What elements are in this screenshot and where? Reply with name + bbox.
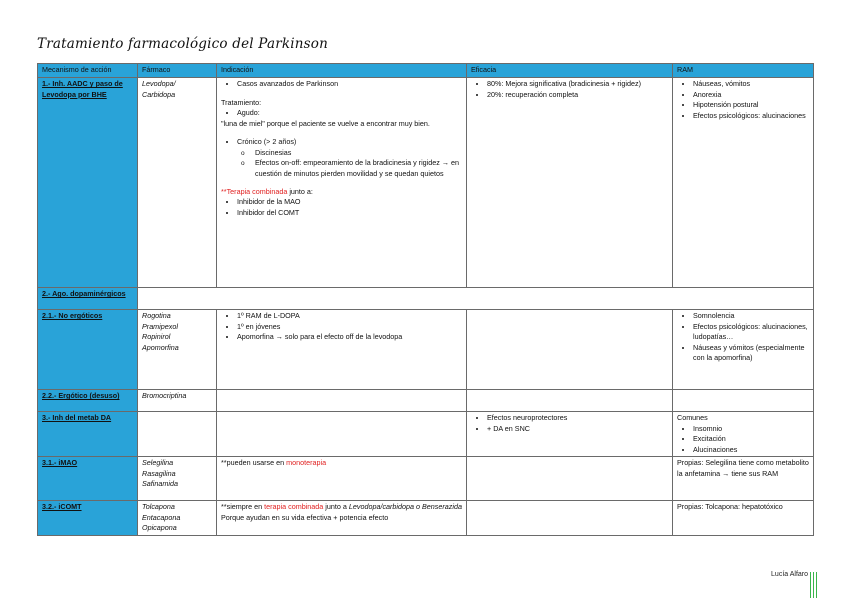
indication-cell bbox=[217, 412, 467, 457]
ram-cell: • Somnolencia • Efectos psicológicos: alucinaciones, ludopatías… • Náuseas y vómitos (especialmente con la apomorfina) bbox=[673, 310, 814, 390]
efficacy-cell bbox=[467, 390, 673, 412]
decorative-bars bbox=[810, 572, 820, 598]
drug-cell: Levodopa/ Carbidopa bbox=[138, 78, 217, 288]
drug-cell bbox=[138, 412, 217, 457]
efficacy-cell bbox=[467, 310, 673, 390]
mechanism-cell: 3.- Inh del metab DA bbox=[38, 412, 138, 457]
indication-cell: • Casos avanzados de Parkinson Tratamiento: • Agudo: "luna de miel" porque el paciente se vuelve a encontrar muy bien. • Crónico (> 2 años) o Discinesias o Efectos on-off: empeoramiento de la bradicinesia y rigidez → en cuestión de minutos pierden movilidad y se quedan quietos **Terapia combinada junto a: • Inhibidor de la MAO • Inhibidor del COMT bbox=[217, 78, 467, 288]
table-row bbox=[38, 390, 814, 412]
drug-cell: Tolcapona Entacapona Opicapona bbox=[138, 501, 217, 535]
table-row bbox=[38, 457, 814, 501]
indication-cell: **pueden usarse en monoterapia bbox=[217, 457, 467, 501]
table-row bbox=[38, 412, 814, 457]
ram-cell: Propias: Tolcapona: hepatotóxico bbox=[673, 501, 814, 535]
table-header-row bbox=[38, 64, 814, 78]
header-farmaco: Fármaco bbox=[138, 64, 217, 78]
indication-cell: • 1º RAM de L-DOPA • 1º en jóvenes • Apomorfina → solo para el efecto off de la levodopa bbox=[217, 310, 467, 390]
mechanism-cell: 3.1.- iMAO bbox=[38, 457, 138, 501]
header-eficacia: Eficacia bbox=[467, 64, 673, 78]
efficacy-cell: • Efectos neuroprotectores • + DA en SNC bbox=[467, 412, 673, 457]
page-title: Tratamiento farmacológico del Parkinson bbox=[37, 36, 329, 52]
header-ram: RAM bbox=[673, 64, 814, 78]
table-row bbox=[38, 288, 814, 310]
table-row bbox=[38, 310, 814, 390]
efficacy-cell bbox=[467, 501, 673, 535]
mechanism-cell: 2.- Ago. dopaminérgicos bbox=[38, 288, 138, 310]
empty-cell bbox=[138, 288, 814, 310]
drug-cell: Selegilina Rasagilina Safinamida bbox=[138, 457, 217, 501]
header-indicacion: Indicación bbox=[217, 64, 467, 78]
ram-cell: • Náuseas, vómitos • Anorexia • Hipotensión postural • Efectos psicológicos: alucinaciones bbox=[673, 78, 814, 288]
ram-cell: Propias: Selegilina tiene como metabolito la anfetamina → tiene sus RAM bbox=[673, 457, 814, 501]
indication-cell: **siempre en terapia combinada junto a Levodopa/carbidopa o Benserazida Porque ayudan en su vida efectiva + potencia efecto bbox=[217, 501, 467, 535]
efficacy-cell bbox=[467, 457, 673, 501]
mechanism-cell: 2.1.- No ergóticos bbox=[38, 310, 138, 390]
treatment-table bbox=[37, 63, 814, 536]
mechanism-cell: 1.- Inh. AADC y paso de Levodopa por BHE bbox=[38, 78, 138, 288]
ram-cell bbox=[673, 390, 814, 412]
header-mecanismo: Mecanismo de acción bbox=[38, 64, 138, 78]
table-row bbox=[38, 78, 814, 288]
indication-cell bbox=[217, 390, 467, 412]
combined-therapy-note: **Terapia combinada junto a: bbox=[221, 186, 313, 196]
drug-cell: Rogotina Pramipexol Ropinirol Apomorfina bbox=[138, 310, 217, 390]
efficacy-cell: • 80%: Mejora significativa (bradicinesia + rigidez) • 20%: recuperación completa bbox=[467, 78, 673, 288]
ram-cell: Comunes • Insomnio • Excitación • Alucinaciones bbox=[673, 412, 814, 457]
mechanism-cell: 3.2.- iCOMT bbox=[38, 501, 138, 535]
mechanism-cell: 2.2.- Ergótico (desuso) bbox=[38, 390, 138, 412]
table-row bbox=[38, 501, 814, 535]
drug-cell: Bromocriptina bbox=[138, 390, 217, 412]
author-name: Lucía Alfaro bbox=[771, 571, 808, 578]
